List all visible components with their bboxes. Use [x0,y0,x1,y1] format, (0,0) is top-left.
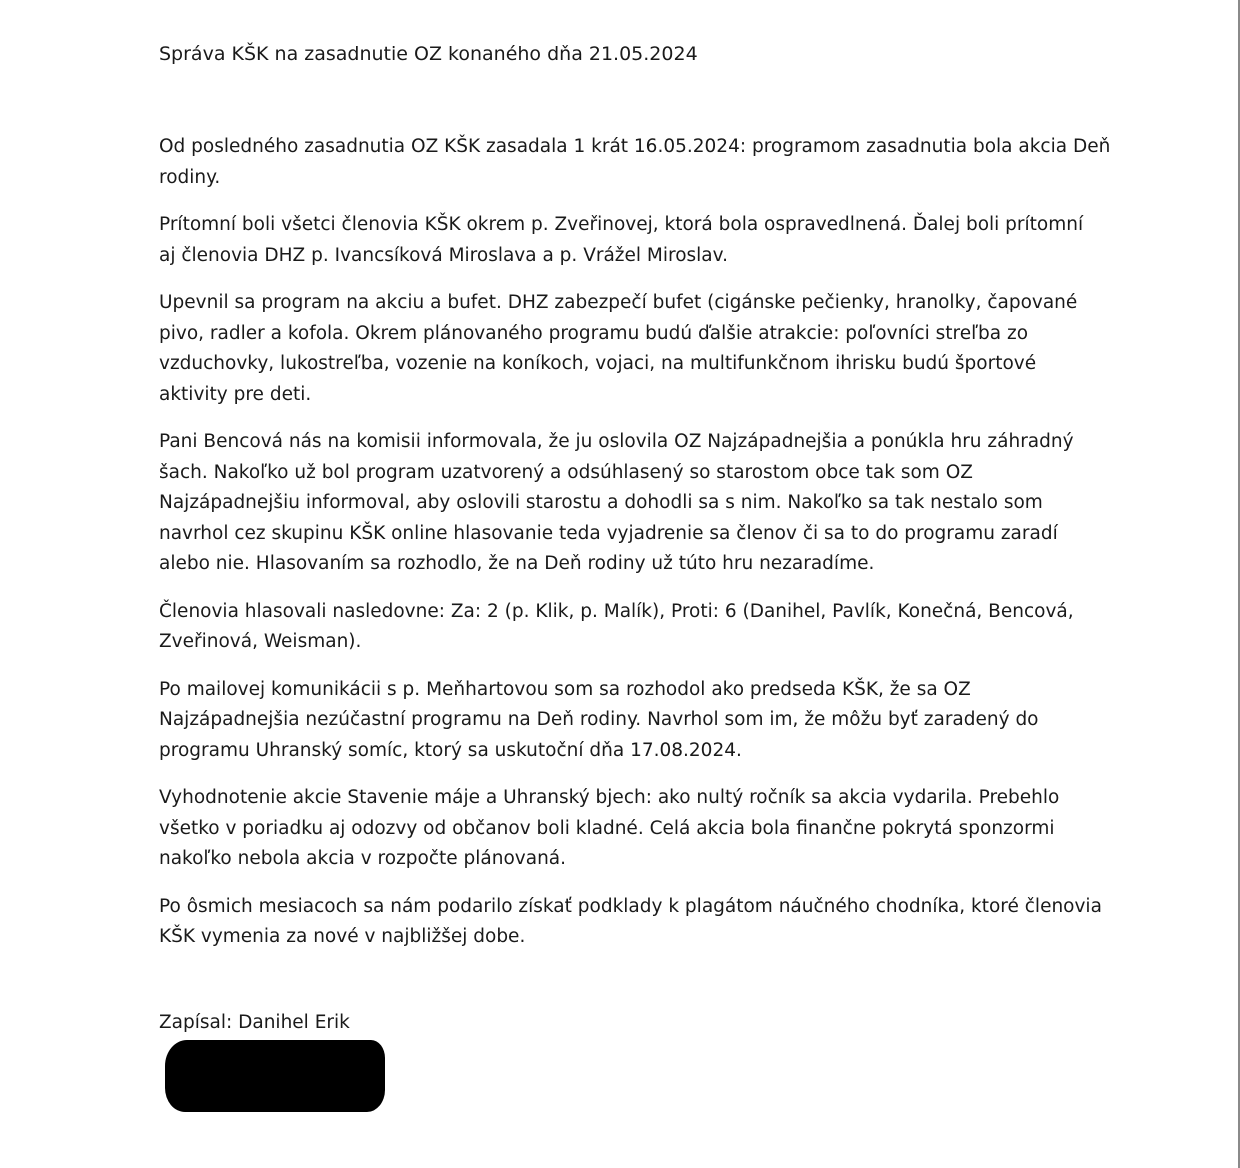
paragraph-event-evaluation: Vyhodnotenie akcie Stavenie máje a Uhranský bjech: ako nultý ročník sa akcia vydarila. Prebehlo všetko v poriadku aj odozvy od občanov boli kladné. Celá akcia bola finančne pokrytá sponzormi nakoľko nebola akcia v rozpočte plánovaná. [159,787,1060,869]
signature-line: Zapísal: Danihel Erik [159,1012,350,1033]
redacted-signature-block [165,1040,385,1112]
paragraph-vote-results: Členovia hlasovali nasledovne: Za: 2 (p. Klik, p. Malík), Proti: 6 (Danihel, Pavlík, Konečná, Bencová, Zveřinová, Weisman). [159,600,1074,652]
document-title: Správa KŠK na zasadnutie OZ konaného dňa 21.05.2024 [159,43,698,65]
paragraph-email-decision: Po mailovej komunikácii s p. Meňhartovou som sa rozhodol ako predseda KŠK, že sa OZ Najzápadnejšia nezúčastní programu na Deň rodiny. Navrhol som im, že môžu byť zaradený do programu Uhranský somíc, ktorý sa uskutoční dňa 17.08.2024. [159,678,1039,761]
paragraph-meeting-summary: Od posledného zasadnutia OZ KŠK zasadala 1 krát 16.05.2024: programom zasadnutia bola akcia Deň rodiny. [159,136,1111,188]
paragraph-program-buffet: Upevnil sa program na akciu a bufet. DHZ zabezpečí bufet (cigánske pečienky, hranolky, čapované pivo, radler a kofola. Okrem plánovaného programu budú ďalšie atrakcie: poľovníci streľba zo vzduchovky, lukostreľba, vozenie na koníkoch, vojaci, na multifunkčnom ihrisku budú športové aktivity pre deti. [159,292,1078,405]
paragraph-garden-chess: Pani Bencová nás na komisii informovala, že ju oslovila OZ Najzápadnejšia a ponúkla hru záhradný šach. Nakoľko už bol program uzatvorený a odsúhlasený so starostom obce tak som OZ Najzápadnejšiu informoval, aby oslovili starostu a dohodli sa s nim. Nakoľko sa tak nestalo som navrhol cez skupinu KŠK online hlasovanie teda vyjadrenie sa členov či sa to do programu zaradí alebo nie. Hlasovaním sa rozhodlo, že na Deň rodiny už túto hru nezaradíme. [159,431,1074,574]
document-body [159,132,1119,970]
paragraph-trail-posters: Po ôsmich mesiacoch sa nám podarilo získať podklady k plagátom náučného chodníka, ktoré členovia KŠK vymenia za nové v najbližšej dobe. [159,895,1102,947]
paragraph-attendance: Prítomní boli všetci členovia KŠK okrem p. Zveřinovej, ktorá bola ospravedlnená. Ďalej boli prítomní aj členovia DHZ p. Ivancsíková Miroslava a p. Vrážel Miroslav. [159,214,1084,266]
